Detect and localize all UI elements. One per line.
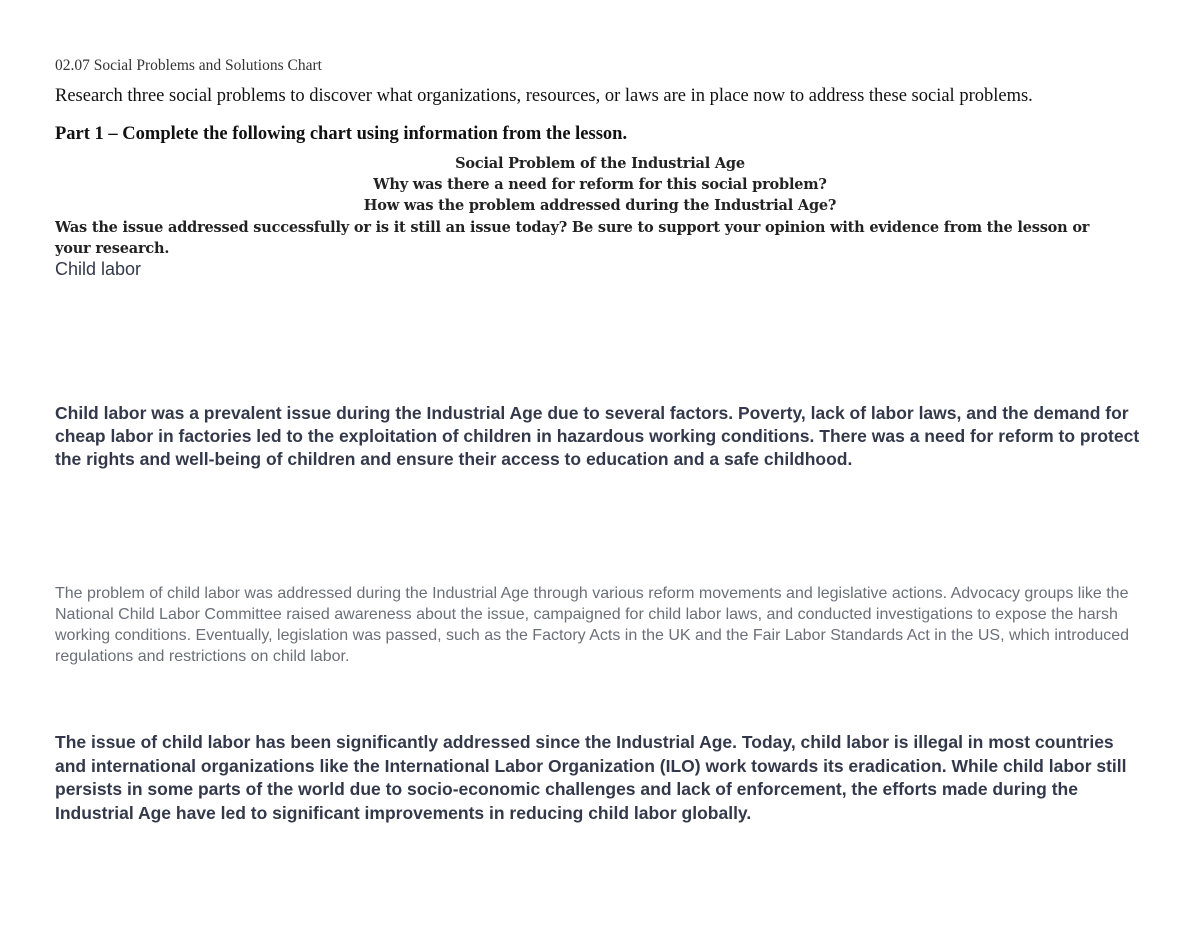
- problem-name: Child labor: [55, 259, 142, 279]
- part-heading: Part 1 – Complete the following chart using information from the lesson.: [55, 124, 628, 144]
- answer-success-today: The issue of child labor has been significantly addressed since the Industrial Age. Today, child labor is illegal in most countries and international organizations like the International Labor Organization (ILO) work towards its eradication. While child labor still persists in some parts of the world due to socio-economic challenges and lack of enforcement, the efforts made during the Industrial Age have led to significant improvements in reducing child labor globally.: [55, 732, 1127, 823]
- header-success-today: Was the issue addressed successfully or is it still an issue today? Be sure to support your opinion with evidence from the lesson or your research.: [55, 219, 1090, 257]
- answer-how-addressed: The problem of child labor was addressed during the Industrial Age through various reform movements and legislative actions. Advocacy groups like the National Child Labor Committee raised awareness about the issue, campaigned for child labor laws, and conducted investigations to expose the harsh working conditions. Eventually, legislation was passed, such as the Factory Acts in the UK and the Fair Labor Standards Act in the US, which introduced regulations and restrictions on child labor.: [55, 585, 1130, 665]
- header-how-addressed: How was the problem addressed during the Industrial Age?: [363, 197, 837, 214]
- header-need-for-reform: Why was there a need for reform for this social problem?: [373, 176, 827, 193]
- intro-instructions: Research three social problems to discover what organizations, resources, or laws are in place now to address these social problems.: [55, 86, 1033, 106]
- answer-need-for-reform: Child labor was a prevalent issue during the Industrial Age due to several factors. Poverty, lack of labor laws, and the demand for cheap labor in factories led to the exploitation of children in hazardous working conditions. There was a need for reform to protect the rights and well-being of children and ensure their access to education and a safe childhood.: [55, 403, 1140, 469]
- document-title: 02.07 Social Problems and Solutions Chart: [55, 57, 322, 74]
- header-social-problem: Social Problem of the Industrial Age: [455, 155, 745, 172]
